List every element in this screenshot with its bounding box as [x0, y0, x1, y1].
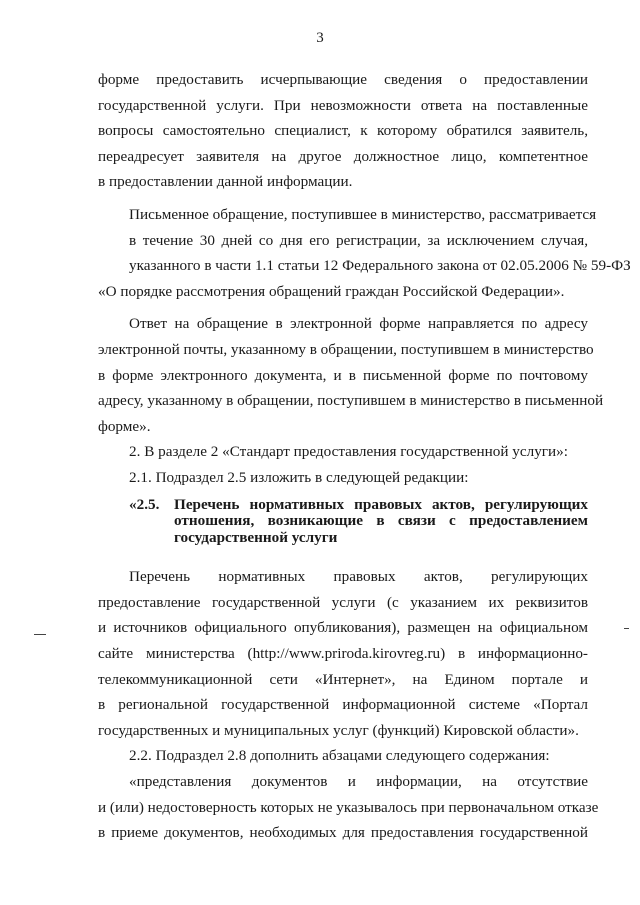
text-line: 2. В разделе 2 «Стандарт предоставления государственной услуги»:: [129, 443, 568, 461]
heading-line: Перечень нормативных правовых актов, регулирующих: [174, 495, 588, 513]
text-line: форме предоставить исчерпывающие сведения о предоставлении: [98, 71, 588, 88]
page-number: 3: [316, 30, 324, 46]
document-body: [98, 67, 631, 846]
text-line: вопросы самостоятельно специалист, к которому обратился заявитель,: [98, 122, 588, 140]
text-line: телекоммуникационной сети «Интернет», на Едином портале и: [98, 670, 588, 688]
paragraph-5: [98, 465, 588, 491]
text-line: предоставление государственной услуги (с указанием их реквизитов: [98, 593, 588, 611]
section-number: «2.5.: [129, 495, 160, 513]
text-line: в приеме документов, необходимых для предоставления государственной: [98, 824, 588, 842]
paragraph-3: [98, 311, 604, 439]
text-line: Перечень нормативных правовых актов, регулирующих: [129, 568, 588, 586]
heading-line: государственной услуги: [174, 528, 338, 546]
heading-line: отношения, возникающие в связи с предоставлением: [174, 512, 588, 530]
text-line: 2.1. Подраздел 2.5 изложить в следующей редакции:: [129, 468, 469, 486]
text-line: 2.2. Подраздел 2.8 дополнить абзацами следующего содержания:: [129, 747, 550, 765]
text-line: сайте министерства (http://www.priroda.kirovreg.ru) в информационно-: [98, 645, 588, 663]
paragraph-2: [98, 202, 631, 304]
text-line: переадресует заявителя на другое должностное лицо, компетентное: [98, 147, 588, 165]
margin-mark: [624, 628, 629, 629]
text-line: форме».: [98, 417, 151, 435]
text-line: указанного в части 1.1 статьи 12 Федерального закона от 02.05.2006 № 59-ФЗ: [129, 257, 631, 275]
text-line: в предоставлении данной информации.: [98, 173, 353, 191]
paragraph-1: [98, 67, 588, 195]
text-line: в течение 30 дней со дня его регистрации, за исключением случая,: [129, 231, 588, 249]
text-line: «О порядке рассмотрения обращений граждан Российской Федерации».: [98, 282, 565, 300]
text-line: адресу, указанному в обращении, поступившем в министерство в письменной: [98, 392, 604, 410]
text-line: «представления документов и информации, на отсутствие: [129, 773, 588, 791]
paragraph-7: [98, 743, 588, 769]
text-line: в региональной государственной информационной системе «Портал: [98, 696, 588, 714]
paragraph-6: [98, 564, 588, 743]
paragraph-4: [98, 439, 588, 465]
text-line: в форме электронного документа, и в письменной форме по почтовому: [98, 366, 588, 384]
text-line: Ответ на обращение в электронной форме направляется по адресу: [129, 315, 588, 333]
text-line: государственной услуги. При невозможности ответа на поставленные: [98, 96, 588, 114]
text-line: Письменное обращение, поступившее в министерство, рассматривается: [129, 205, 597, 223]
paragraph-8: [98, 769, 599, 846]
text-line: и источников официального опубликования), размещен на официальном: [98, 619, 588, 637]
section-title: [174, 497, 588, 547]
text-line: государственных и муниципальных услуг (функций) Кировской области».: [98, 721, 579, 739]
margin-mark: [34, 634, 46, 635]
section-heading-2-5: [98, 497, 588, 547]
text-line: электронной почты, указанному в обращении, поступившем в министерство: [98, 340, 594, 358]
text-line: и (или) недостоверность которых не указывалось при первоначальном отказе: [98, 798, 599, 816]
